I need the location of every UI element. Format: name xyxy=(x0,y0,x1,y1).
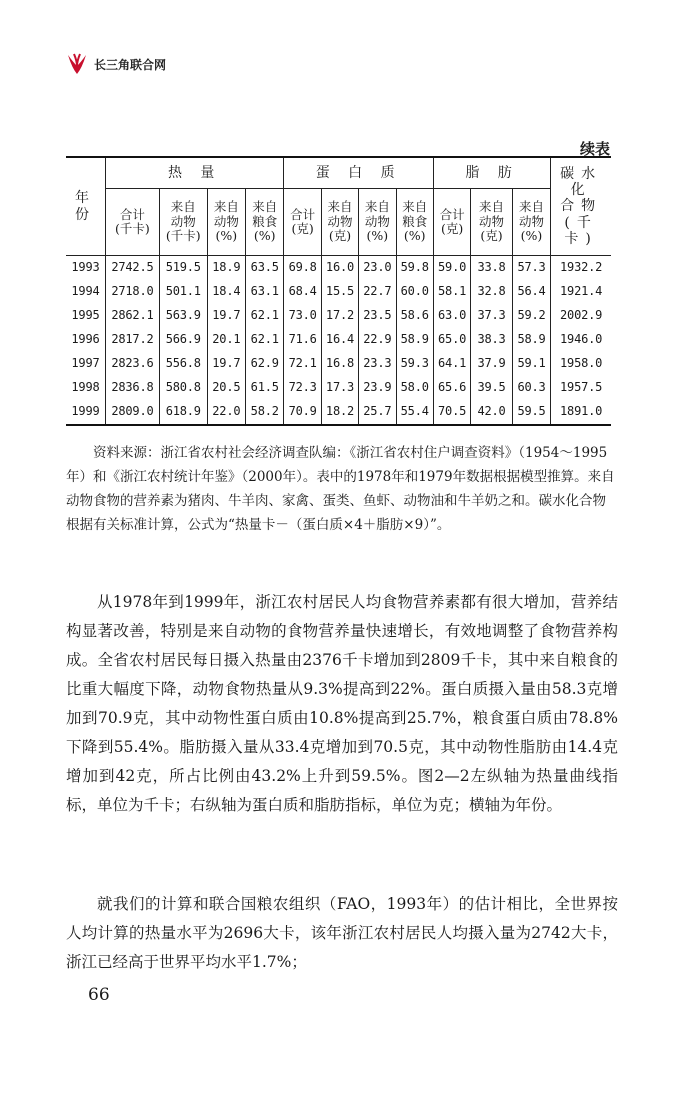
table-cell: 58.0 xyxy=(396,376,433,400)
table-cell: 17.2 xyxy=(321,304,358,328)
table-cell: 20.1 xyxy=(207,328,245,352)
row-year-cell: 1997 xyxy=(66,352,105,376)
table-cell: 2742.5 xyxy=(105,256,159,281)
row-year-cell: 1995 xyxy=(66,304,105,328)
row-year-cell: 1994 xyxy=(66,280,105,304)
table-cell: 70.9 xyxy=(284,400,321,425)
source-note: 资料来源：浙江省农村社会经济调查队编：《浙江省农村住户调查资料》（1954～1995年）和《浙江农村统计年鉴》（2000年）。表中的1978年和1979年数据根据模型推算。来自动物食物的营养素为猪肉、牛羊肉、家禽、蛋类、鱼虾、动物油和牛羊奶之和。碳水化合物根据有关标准计算，公式为“热量卡－（蛋白质×4＋脂肪×9）”。 xyxy=(66,445,615,533)
site-logo-icon xyxy=(66,52,88,76)
protein-col-header: 来自 动物 (%) xyxy=(359,189,396,256)
table-cell: 17.3 xyxy=(321,376,358,400)
heat-col-header: 来自 动物 (%) xyxy=(207,189,245,256)
table-cell: 42.0 xyxy=(471,400,513,425)
protein-col-header: 合计 (克) xyxy=(284,189,321,256)
table-cell: 58.1 xyxy=(433,280,470,304)
table-cell: 580.8 xyxy=(159,376,207,400)
table-cell: 20.5 xyxy=(207,376,245,400)
body-paragraph-1: 从1978年到1999年，浙江农村居民人均食物营养素都有很大增加，营养结构显著改善，特别是来自动物的食物营养量快速增长，有效地调整了食物营养构成。全省农村居民每日摄入热量由2376千卡增加到2809千卡，其中来自粮食的比重大幅度下降，动物食物热量从9.3%提高到22%。蛋白质摄入量由58.3克增加到70.9克，其中动物性蛋白质由10.8%提高到25.7%，粮食蛋白质由78.8%下降到55.4%。脂肪摄入量从33.4克增加到70.5克，其中动物性脂肪由14.4克增加到42克，所占比例由43.2%上升到59.5%。图2—2左纵轴为热量曲线指标，单位为千卡；右纵轴为蛋白质和脂肪指标，单位为克；横轴为年份。 xyxy=(66,593,618,814)
table-cell: 63.5 xyxy=(246,256,284,281)
table-cell: 1891.0 xyxy=(551,400,611,425)
table-cell: 61.5 xyxy=(246,376,284,400)
table-cell: 22.7 xyxy=(359,280,396,304)
table-cell: 70.5 xyxy=(433,400,470,425)
table-cell: 60.0 xyxy=(396,280,433,304)
protein-col-header: 来自 动物 (克) xyxy=(321,189,358,256)
table-body xyxy=(66,256,611,426)
table-cell: 37.3 xyxy=(471,304,513,328)
table-cell: 1932.2 xyxy=(551,256,611,281)
table-cell: 18.2 xyxy=(321,400,358,425)
table-cell: 59.5 xyxy=(512,400,550,425)
page-number: 66 xyxy=(88,985,110,1005)
table-cell: 58.9 xyxy=(512,328,550,352)
table-cell: 59.3 xyxy=(396,352,433,376)
table-cell: 73.0 xyxy=(284,304,321,328)
col-year-header: 年份 xyxy=(66,157,105,256)
row-year-cell: 1999 xyxy=(66,400,105,425)
group-fat-header: 脂 肪 xyxy=(433,157,550,189)
row-year-cell: 1998 xyxy=(66,376,105,400)
heat-col-header: 来自 粮食 (%) xyxy=(246,189,284,256)
heat-col-header: 合计 (千卡) xyxy=(105,189,159,256)
table-cell: 16.4 xyxy=(321,328,358,352)
table-cell: 1958.0 xyxy=(551,352,611,376)
table-cell: 71.6 xyxy=(284,328,321,352)
table-cell: 33.8 xyxy=(471,256,513,281)
table-cell: 59.0 xyxy=(433,256,470,281)
table-cell: 32.8 xyxy=(471,280,513,304)
table-cell: 519.5 xyxy=(159,256,207,281)
fat-col-header: 来自 动物 (%) xyxy=(512,189,550,256)
table-cell: 58.2 xyxy=(246,400,284,425)
table-cell: 60.3 xyxy=(512,376,550,400)
row-year-cell: 1993 xyxy=(66,256,105,281)
table-cell: 16.0 xyxy=(321,256,358,281)
fat-col-header: 合计 (克) xyxy=(433,189,470,256)
table-cell: 62.1 xyxy=(246,328,284,352)
table-cell: 55.4 xyxy=(396,400,433,425)
site-logo xyxy=(66,52,166,76)
heat-col-header: 来自 动物 (千卡) xyxy=(159,189,207,256)
table-cell: 2817.2 xyxy=(105,328,159,352)
table-cell: 59.8 xyxy=(396,256,433,281)
table-cell: 69.8 xyxy=(284,256,321,281)
table-row xyxy=(66,376,611,400)
table-cell: 65.6 xyxy=(433,376,470,400)
table-cell: 19.7 xyxy=(207,304,245,328)
table-cell: 1921.4 xyxy=(551,280,611,304)
table-cell: 15.5 xyxy=(321,280,358,304)
table-row xyxy=(66,280,611,304)
fat-col-header: 来自 动物 (克) xyxy=(471,189,513,256)
table-cell: 23.3 xyxy=(359,352,396,376)
table-cell: 501.1 xyxy=(159,280,207,304)
table-cell: 39.5 xyxy=(471,376,513,400)
table-cell: 566.9 xyxy=(159,328,207,352)
table-cell: 18.9 xyxy=(207,256,245,281)
group-heat-header: 热 量 xyxy=(105,157,284,189)
table-cell: 2823.6 xyxy=(105,352,159,376)
group-protein-header: 蛋 白 质 xyxy=(284,157,433,189)
table-cell: 18.4 xyxy=(207,280,245,304)
table-cell: 58.6 xyxy=(396,304,433,328)
table-cell: 58.9 xyxy=(396,328,433,352)
table-cell: 23.5 xyxy=(359,304,396,328)
table-cell: 19.7 xyxy=(207,352,245,376)
table-cell: 563.9 xyxy=(159,304,207,328)
protein-col-header: 来自 粮食 (%) xyxy=(396,189,433,256)
table-cell: 37.9 xyxy=(471,352,513,376)
table-cell: 22.0 xyxy=(207,400,245,425)
table-cell: 25.7 xyxy=(359,400,396,425)
table-row xyxy=(66,304,611,328)
table-cell: 2836.8 xyxy=(105,376,159,400)
table-cell: 72.1 xyxy=(284,352,321,376)
table-cell: 63.0 xyxy=(433,304,470,328)
table-cell: 65.0 xyxy=(433,328,470,352)
table-cell: 62.9 xyxy=(246,352,284,376)
table-cell: 56.4 xyxy=(512,280,550,304)
table-cell: 2809.0 xyxy=(105,400,159,425)
table-cell: 16.8 xyxy=(321,352,358,376)
table-cell: 23.0 xyxy=(359,256,396,281)
col-carb-header: 碳水化 合物 (千卡) xyxy=(551,157,611,256)
table-row xyxy=(66,256,611,281)
table-cell: 62.1 xyxy=(246,304,284,328)
table-cell: 59.1 xyxy=(512,352,550,376)
table-cell: 23.9 xyxy=(359,376,396,400)
table-cell: 1957.5 xyxy=(551,376,611,400)
table-row xyxy=(66,352,611,376)
table-cell: 22.9 xyxy=(359,328,396,352)
table-continued-label: 续表 xyxy=(579,140,610,158)
table-cell: 63.1 xyxy=(246,280,284,304)
table-cell: 57.3 xyxy=(512,256,550,281)
body-paragraph-2: 就我们的计算和联合国粮农组织（FAO，1993年）的估计相比，全世界按人均计算的热量水平为2696大卡，该年浙江农村居民人均摄入量为2742大卡，浙江已经高于世界平均水平1.7%； xyxy=(66,895,618,971)
table-row xyxy=(66,328,611,352)
table-cell: 72.3 xyxy=(284,376,321,400)
table-cell: 2862.1 xyxy=(105,304,159,328)
site-brand-name: 长三角联合网 xyxy=(94,57,167,72)
table-cell: 2718.0 xyxy=(105,280,159,304)
table-cell: 64.1 xyxy=(433,352,470,376)
table-cell: 1946.0 xyxy=(551,328,611,352)
table-row xyxy=(66,400,611,425)
row-year-cell: 1996 xyxy=(66,328,105,352)
table-cell: 618.9 xyxy=(159,400,207,425)
table-cell: 556.8 xyxy=(159,352,207,376)
table-cell: 38.3 xyxy=(471,328,513,352)
nutrition-table xyxy=(66,156,611,426)
table-cell: 2002.9 xyxy=(551,304,611,328)
table-cell: 59.2 xyxy=(512,304,550,328)
table-cell: 68.4 xyxy=(284,280,321,304)
